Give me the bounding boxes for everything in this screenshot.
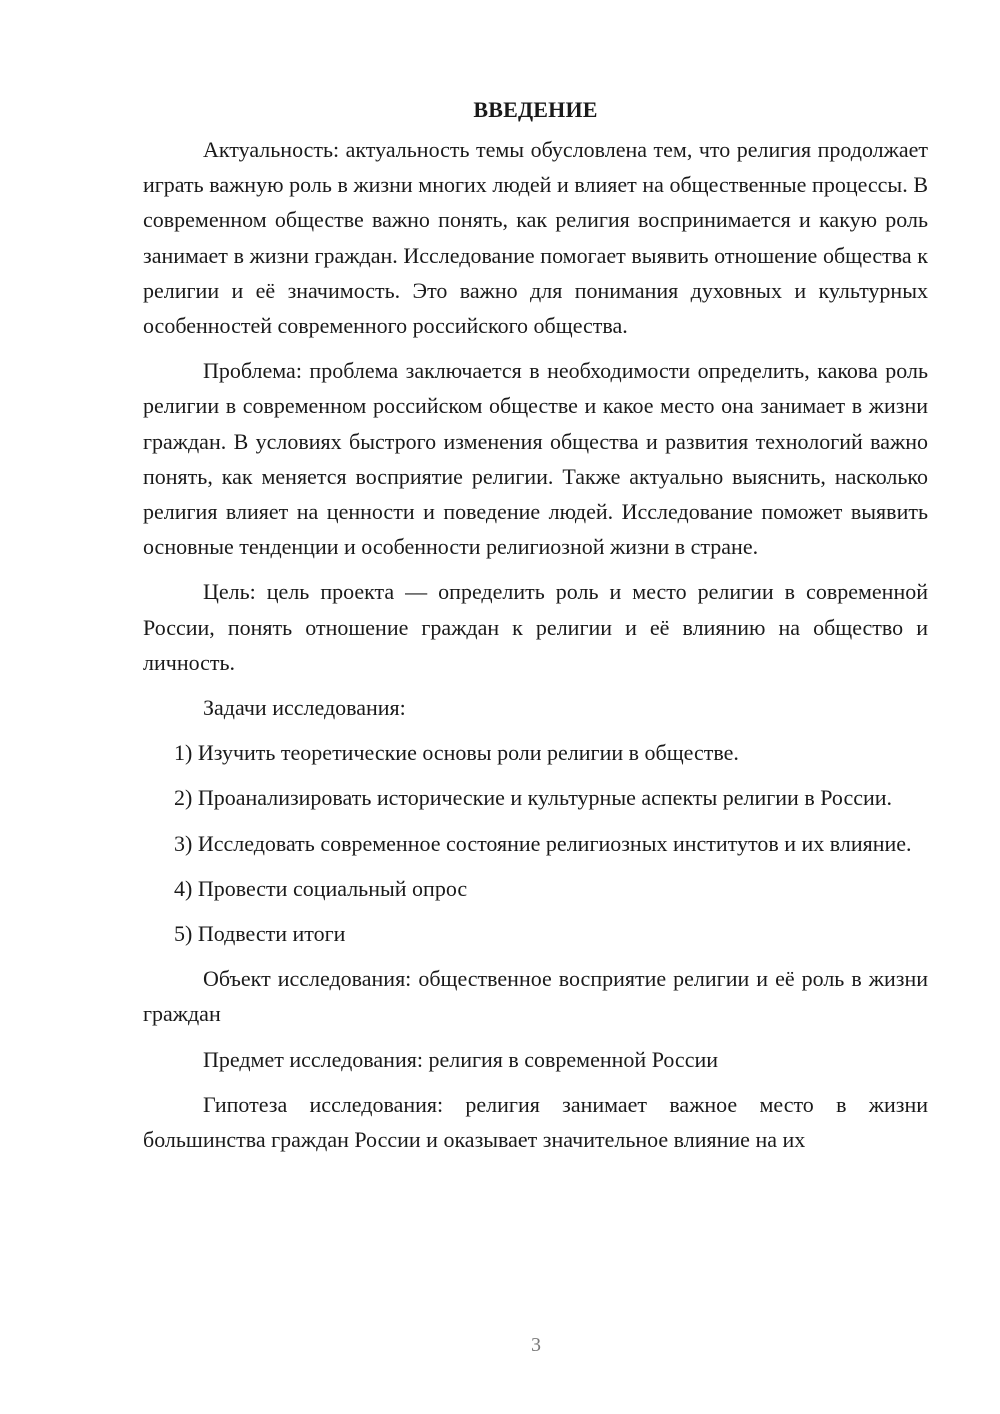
task-item-5: 5) Подвести итоги: [174, 921, 346, 947]
paragraph-goal: Цель: цель проекта — определить роль и место религии в современной России, понять отношение граждан к религии и её влиянию на общество и личность.: [143, 579, 928, 675]
document-page: [143, 96, 928, 1167]
task-item-3: 3) Исследовать современное состояние религиозных институтов и их влияние.: [174, 830, 912, 856]
paragraph-subject: Предмет исследования: религия в современной России: [203, 1046, 719, 1072]
paragraph-relevance: Актуальность: актуальность темы обусловлена тем, что религия продолжает играть важную роль в жизни многих людей и влияет на общественные процессы. В современном обществе важно понять, как религия воспринимается и какую роль занимает в жизни граждан. Исследование помогает выявить отношение общества к религии и её значимость. Это важно для понимания духовных и культурных особенностей современного российского общества.: [143, 137, 928, 339]
section-title: ВВЕДЕНИЕ: [473, 97, 598, 122]
tasks-heading: Задачи исследования:: [203, 695, 406, 721]
page-number: 3: [531, 1334, 541, 1356]
paragraph-hypothesis: Гипотеза исследования: религия занимает важное место в жизни большинства граждан России и оказывает значительное влияние на их: [143, 1091, 928, 1153]
task-item-4: 4) Провести социальный опрос: [174, 875, 468, 901]
task-item-1: 1) Изучить теоретические основы роли религии в обществе.: [174, 740, 739, 766]
paragraph-problem: Проблема: проблема заключается в необходимости определить, какова роль религии в современном российском обществе и какое место она занимает в жизни граждан. В условиях быстрого изменения общества и развития технологий важно понять, как меняется восприятие религии. Также актуально выяснить, насколько религия влияет на ценности и поведение людей. Исследование поможет выявить основные тенденции и особенности религиозной жизни в стране.: [143, 358, 928, 560]
task-item-2: 2) Проанализировать исторические и культурные аспекты религии в России.: [174, 785, 893, 811]
paragraph-object: Объект исследования: общественное восприятие религии и её роль в жизни граждан: [143, 966, 928, 1027]
